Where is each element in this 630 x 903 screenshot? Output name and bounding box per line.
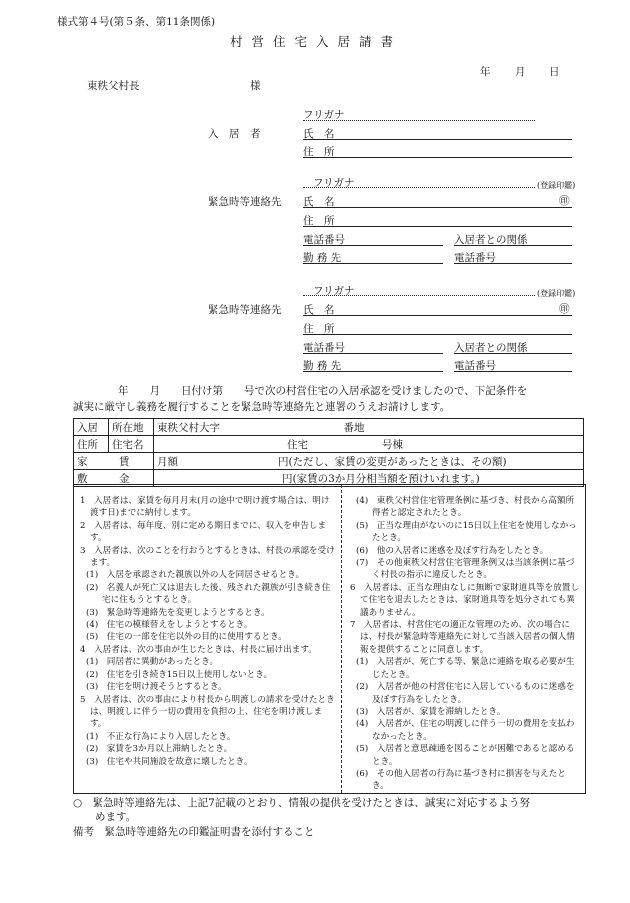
table-cell: 入居 [74,419,109,436]
table-cell: 所在地 [109,419,154,436]
contact2-work-phone-field[interactable] [454,371,572,372]
contact1-address-label: 住 所 [303,215,335,227]
table-cell: 家 賃 [74,453,154,470]
intro-line-2: 誠実に厳守し義務を履行することを緊急時等連絡先と連署のうえお請けします。 [73,401,451,413]
term-item: (6) その他入居者の行為に基づき村に損害を与えたとき。 [356,768,566,792]
contact1-work-label: 勤 務 先 [303,252,342,264]
contact2-furigana-label: フリガナ [313,285,355,297]
contact1-furigana-label: フリガナ [313,177,355,189]
contact1-work-phone-label: 電話番号 [454,252,496,264]
terms-right-column [350,495,582,793]
intro-line-1: 年 月 日付け第 号で次の村営住宅の入居承認を受けましたので、下記条件を [118,385,528,397]
term-item: 6 入居者は、正当な理由なしに無断で家財道具等を放置して住宅を退去したときは、家財道具等を処分されても異議ありません。 [350,582,579,618]
term-item: 7 入居者は、村営住宅の適正な管理のため、次の場合には、村長が緊急時等連絡先に対して当該入居者の個人情報を提供することに同意します。 [350,620,575,655]
contact2-work-field[interactable] [303,371,443,372]
term-item: (1) 不正な行為により入居したとき。 [86,731,236,742]
term-item: (4) 入居者が、住宅の明渡しに伴う一切の費用を支払わなかったとき。 [356,719,575,742]
contact2-phone-field[interactable] [303,353,443,354]
table-row [74,453,584,470]
term-item: (1) 同居者に異動があったとき。 [86,657,219,668]
term-item: (3) 緊急時等連絡先を変更しようとするとき。 [86,607,270,618]
term-item: (5) 住宅の一部を住宅以外の目的に使用するとき。 [86,632,287,643]
deposit-note: 円(家賃の3か月分相当額を預けいれます。) [282,472,480,485]
term-item: 1 入居者は、家賃を毎月月末(月の途中で明け渡す場合は、明け渡す日)までに納付します。 [80,496,330,519]
applicant-name-field[interactable] [303,139,572,140]
remarks: 備考 緊急時等連絡先の印鑑証明書を添付すること [73,826,315,838]
term-item: (7) その他東秩父村営住宅管理条例又は当該条例に基づく村長の指示に違反したとき。 [356,558,575,581]
table-cell: 住宅名 [109,436,154,453]
applicant-furigana-line [303,120,535,121]
contact1-work-field[interactable] [303,263,443,264]
term-item: (2) 住宅を引き続き15日以上使用しないとき。 [86,669,273,680]
terms-box [73,484,586,794]
contact1-relation-label: 入居者との関係 [454,234,528,246]
building-number-suffix: 号棟 [382,438,403,451]
terms-left-column [80,495,335,768]
term-item: 4 入居者は、次の事由が生じたときは、村長に届け出ます。 [80,644,317,655]
term-item: (6) 他の入居者に迷惑を及ぼす行為をしたとき。 [356,545,549,556]
page-title: 村営住宅入居請書 [230,34,403,49]
term-item: (3) 住宅や共同施設を故意に壊したとき。 [86,756,253,767]
term-item: (2) 家賃を3か月以上滞納したとき。 [86,744,233,755]
contact1-name-field[interactable] [303,207,572,208]
date-month: 月 [515,66,526,78]
terms-divider [341,485,342,793]
term-item: (1) 入居者が、死亡する等、緊急に連絡を取る必要が生じたとき。 [356,657,575,680]
applicant-label: 入 居 者 [208,128,261,140]
term-item: (4) 住宅の模様替えをしようとするとき。 [86,620,253,631]
table-cell[interactable] [154,453,584,470]
term-item: 2 入居者は、毎年度、別に定める期日までに、収入を申告します。 [80,520,327,544]
contact2-name-field[interactable] [303,315,572,316]
contact1-phone-label: 電話番号 [303,234,345,246]
contact1-phone-field[interactable] [303,245,443,246]
addressee-name: 東秩父村長 [87,80,140,92]
term-item: (1) 入居を承認された親族以外の人を同居させるとき。 [86,570,305,581]
housing-name-suffix: 住宅 [287,438,308,451]
term-item: (5) 正当な理由がないのに15日以上住宅を使用しなかったとき。 [356,520,577,544]
date-year: 年 [480,66,491,78]
contact2-phone-label: 電話番号 [303,342,345,354]
note-contact-line-1: ○ 緊急時等連絡先は、上記7記載のとおり、情報の提供を受けたときは、誠実に対応するよう努 [73,797,530,809]
table-cell: 住所 [74,436,109,453]
date-day: 日 [549,66,560,78]
rent-note: 円(ただし、家賃の変更があったときは、その額) [278,455,507,468]
table-row [74,419,584,436]
contact2-seal-note: (登録印鑑) [537,289,576,298]
contact1-name-label: 氏 名 [303,196,335,208]
location-prefix: 東秩父村大字 [157,421,220,434]
contact1-furigana-line [303,187,535,188]
contact2-label: 緊急時等連絡先 [208,304,282,316]
term-item: (5) 入居者と意思疎通を図ることが困難であると認めるとき。 [356,744,575,767]
contact1-relation-field[interactable] [454,245,572,246]
contact1-work-phone-field[interactable] [454,263,572,264]
term-item: (4) 東秩父村営住宅管理条例に基づき、村長から高額所得者と認定されたとき。 [356,496,575,519]
contact2-seal-icon: ㊞ [559,303,570,315]
rent-monthly-label: 月額 [157,455,178,468]
form-number: 様式第４号(第５条、第11条関係) [57,16,216,28]
contact1-seal-note: (登録印鑑) [537,181,576,190]
contact2-relation-field[interactable] [454,353,572,354]
contact2-address-label: 住 所 [303,323,335,335]
term-item: (3) 住宅を明け渡そうとするとき。 [86,682,227,693]
term-item: (2) 入居者が他の村営住宅に入居しているものに迷惑を及ぼす行為をしたとき。 [356,682,575,705]
term-item: 3 入居者は、次のことを行おうとするときは、村長の承認を受けます。 [80,545,335,569]
contact1-address-field[interactable] [303,226,572,227]
contact2-work-label: 勤 務 先 [303,360,342,372]
location-banchi: 番地 [343,421,365,434]
table-cell[interactable] [154,436,584,453]
term-item: (2) 名義人が死亡又は退去した後、残された親族が引き続き住宅に住もうとするとき。 [86,582,331,606]
contact2-work-phone-label: 電話番号 [454,360,496,372]
note-contact-line-2: めます。 [95,811,137,823]
addressee-honorific: 様 [250,80,261,92]
term-item: 5 入居者は、次の事由により村長から明渡しの請求を受けたときは、明渡しに伴う一切の費用を負担の上、住宅を明け渡します。 [80,694,335,730]
property-table [73,418,584,487]
applicant-name-label: 氏 名 [303,128,335,140]
table-cell: 敷 金 [74,470,154,487]
term-item: (3) 入居者が、家賃を滞納したとき。 [356,706,506,717]
applicant-furigana-label: フリガナ [303,109,345,121]
applicant-address-field[interactable] [303,157,572,158]
contact2-name-label: 氏 名 [303,304,335,316]
table-row [74,436,584,453]
contact1-label: 緊急時等連絡先 [208,196,282,208]
contact2-furigana-line [303,295,535,296]
contact2-address-field[interactable] [303,334,572,335]
contact2-relation-label: 入居者との関係 [454,342,528,354]
contact1-seal-icon: ㊞ [559,195,570,207]
table-cell[interactable] [154,419,584,436]
applicant-address-label: 住 所 [303,146,335,158]
